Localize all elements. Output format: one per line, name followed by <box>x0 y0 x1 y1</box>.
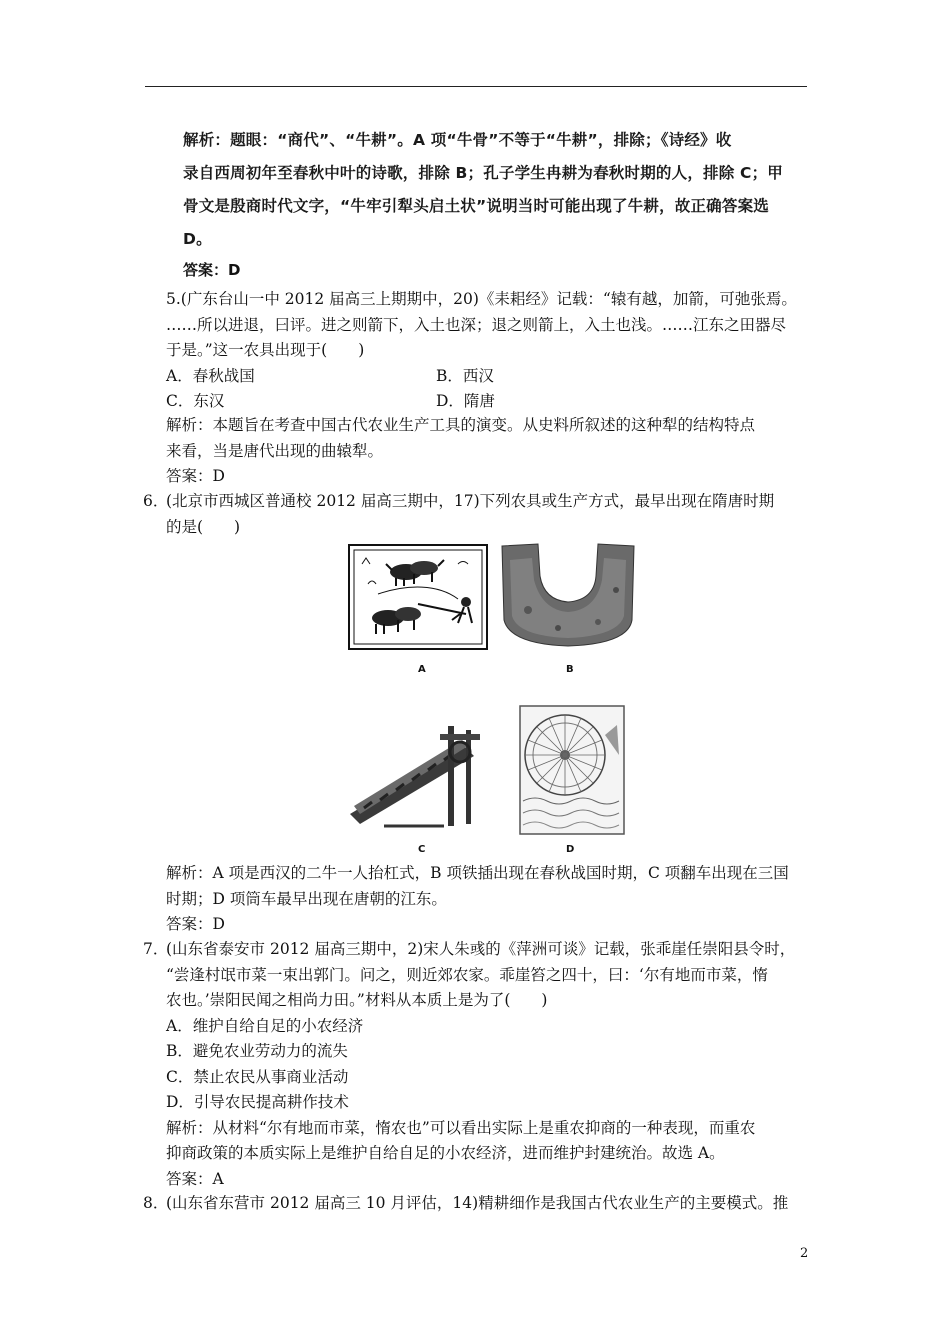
q8-stem <box>166 1191 811 1217</box>
q5-option-a: A．春秋战国 <box>166 367 255 385</box>
q6-number: 6． <box>143 492 169 510</box>
q4-answer: 答案：D <box>183 261 241 279</box>
q4-analysis <box>183 124 819 256</box>
q7-analysis-line: 解析：从材料“尔有地而市菜，惰农也”可以看出实际上是重农抑商的一种表现，而重农 <box>166 1118 756 1137</box>
q5-analysis-line: 解析：本题旨在考查中国古代农业生产工具的演变。从史料所叙述的这种犁的结构特点 <box>166 416 756 434</box>
q5-option-b: B．西汉 <box>436 367 494 385</box>
q5-stem-line: ……所以进退，曰评。进之则箭下，入土也深；退之则箭上，入土也浅。……江东之田器尽 <box>166 315 787 334</box>
q7-option-c: C．禁止农民从事商业活动 <box>166 1067 349 1086</box>
q7-stem <box>166 937 811 1192</box>
q4-analysis-line: 骨文是殷商时代文字，“牛牢引犁头启土状”说明当时可能出现了牛耕，故正确答案选 <box>183 197 769 215</box>
q5-stem-line: 5.(广东台山一中 2012 届高三上期期中，20)《耒耜经》记载：“辕有越，加箭，可弛张焉。 <box>166 290 797 308</box>
q5-options-row-2 <box>166 389 766 413</box>
figure-d-water-wheel-image <box>519 705 625 835</box>
q5-stem-line: 于是。”这一农具出现于( ) <box>166 341 365 359</box>
q7-option-d: D．引导农民提高耕作技术 <box>166 1093 349 1111</box>
q6-analysis <box>166 861 811 938</box>
q4-analysis-line: 解析：题眼：“商代”、“牛耕”。A 项“牛骨”不等于“牛耕”，排除；《诗经》收 <box>183 131 732 149</box>
q7-option-a: A．维护自给自足的小农经济 <box>166 1016 364 1035</box>
figure-b-iron-spade-image <box>498 540 638 650</box>
q7-option-b: B．避免农业劳动力的流失 <box>166 1042 348 1060</box>
figure-a-ox-plough-image <box>348 544 488 650</box>
q6-stem-line: 的是( ) <box>166 517 241 536</box>
figure-label-d: D <box>566 844 575 855</box>
q5-answer: 答案：D <box>166 467 225 485</box>
q6-answer: 答案：D <box>166 915 225 933</box>
q7-analysis-line: 抑商政策的本质实际上是维护自给自足的小农经济，进而维护封建统治。故选 A。 <box>166 1144 725 1162</box>
figure-c-water-lift-image <box>344 716 494 832</box>
q7-number: 7． <box>143 940 169 958</box>
figure-label-a: A <box>418 664 426 675</box>
figure-label-c: C <box>418 844 426 855</box>
q7-stem-line: “尝逢村氓市菜一束出郭门。问之，则近郊农家。乖崖笞之四十，曰：‘尔有地而市菜，惰 <box>166 965 768 984</box>
q8-stem-line: (山东省东营市 2012 届高三 10 月评估，14)精耕细作是我国古代农业生产的主要模式。推 <box>166 1194 789 1212</box>
page-number: 2 <box>800 1246 809 1261</box>
q4-analysis-line: 录自西周初年至春秋中叶的诗歌，排除 B；孔子学生冉耕为春秋时期的人，排除 C；甲 <box>183 164 783 182</box>
q6-stem <box>166 489 811 540</box>
q7-answer: 答案：A <box>166 1169 224 1188</box>
q5-stem <box>166 287 811 364</box>
q6-analysis-line: 解析：A 项是西汉的二牛一人抬杠式，B 项铁插出现在春秋战国时期，C 项翻车出现在三国 <box>166 864 789 882</box>
q5-analysis-line: 来看，当是唐代出现的曲辕犁。 <box>166 441 384 460</box>
q5-options-row-1 <box>166 364 766 388</box>
q7-stem-line: 农也。’崇阳民闻之相尚力田。”材料从本质上是为了( ) <box>166 991 548 1009</box>
q5-option-d: D．隋唐 <box>436 392 495 410</box>
q5-analysis <box>166 413 811 490</box>
q4-analysis-line: D。 <box>183 230 212 248</box>
q6-stem-line: (北京市西城区普通校 2012 届高三期中，17)下列农具或生产方式，最早出现在隋唐时期 <box>166 492 775 510</box>
q6-analysis-line: 时期；D 项筒车最早出现在唐朝的江东。 <box>166 889 447 908</box>
header-rule <box>145 86 807 87</box>
figure-label-b: B <box>566 664 574 675</box>
q5-option-c: C．东汉 <box>166 392 225 410</box>
q7-stem-line: (山东省泰安市 2012 届高三期中，2)宋人朱彧的《萍洲可谈》记载，张乖崖任崇阳县令时， <box>166 940 796 958</box>
q8-number: 8． <box>143 1194 169 1212</box>
